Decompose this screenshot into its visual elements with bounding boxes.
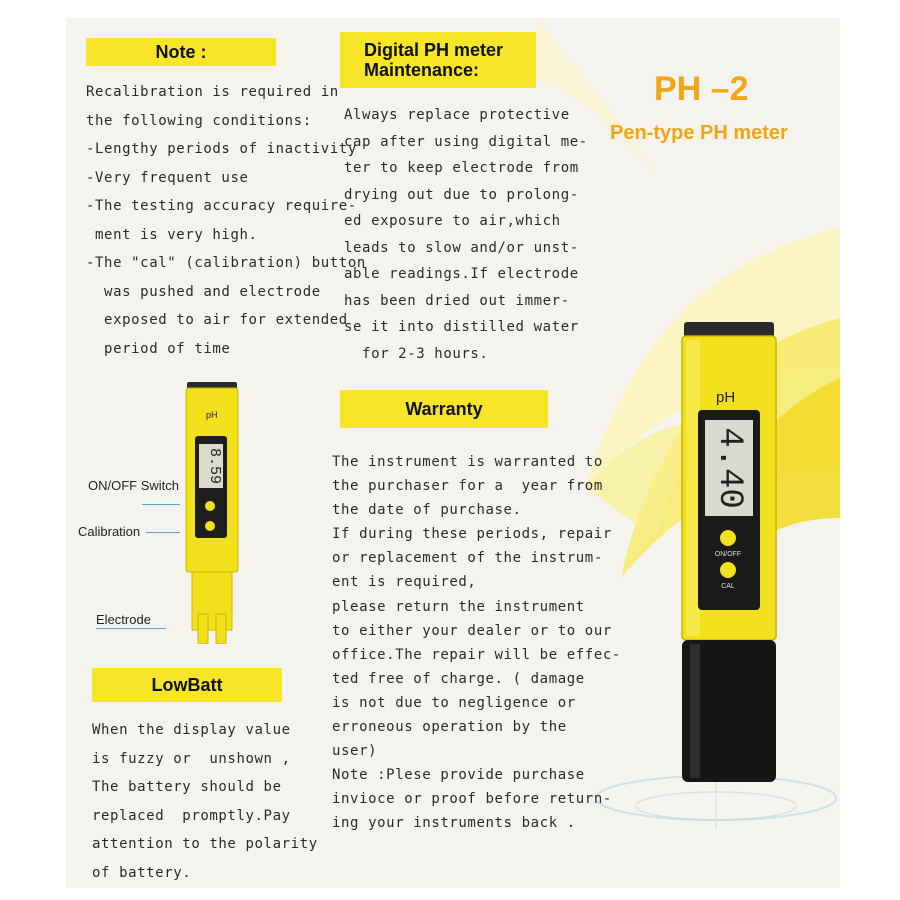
electrode-label: Electrode bbox=[96, 612, 151, 627]
lowbatt-heading bbox=[92, 668, 282, 702]
warranty-heading bbox=[340, 390, 548, 428]
instruction-sheet bbox=[66, 18, 840, 888]
product-model-title: PH –2 bbox=[654, 70, 749, 108]
calibration-label: Calibration bbox=[78, 524, 141, 539]
product-subtitle: Pen-type PH meter bbox=[610, 122, 788, 144]
product-display-value: 4.40 bbox=[710, 427, 748, 509]
electrode-pointer-line bbox=[96, 628, 166, 629]
maintenance-heading-line2: Maintenance: bbox=[364, 60, 480, 80]
warranty-heading-text: Warranty bbox=[405, 399, 483, 419]
calibration-pointer-line bbox=[146, 532, 180, 533]
diagram-meter-label: pH bbox=[206, 410, 218, 420]
maintenance-heading-line1: Digital PH meter bbox=[364, 40, 504, 60]
ph-meter-diagram bbox=[182, 382, 242, 644]
warranty-text: The instrument is warranted to the purchaser for a year from the date of purchase. If during these periods, repair or replacement of the instrum- ent is required, please return the instrument to either your dealer or to our office.The repair will be effec- ted free of charge. ( damage is not due to negligence or erroneous operation by the user) Note :Plese provide purchase invioce or proof before return- ing your instruments back . bbox=[332, 454, 621, 832]
maintenance-text: Always replace protective cap after using digital me- ter to keep electrode from drying out due to prolong- ed exposure to air,which leads to slow and/or unst- able readings.If electrode has been dried out immer- se it into distilled water for 2-3 hours. bbox=[344, 107, 588, 362]
note-heading-text: Note : bbox=[155, 42, 207, 62]
note-heading bbox=[86, 38, 276, 66]
lowbatt-text: When the display value is fuzzy or unshown , The battery should be replaced promptly.Pay attention to the polarity of battery. bbox=[92, 722, 318, 881]
on-off-switch-label: ON/OFF Switch bbox=[88, 478, 180, 493]
diagram-display-value: 8.59 bbox=[206, 447, 223, 485]
maintenance-heading bbox=[340, 32, 536, 88]
on-off-pointer-line bbox=[142, 504, 180, 505]
product-cal-label: CAL bbox=[721, 583, 735, 590]
note-text: Recalibration is required in the following conditions: -Lengthy periods of inactivity -Very frequent use -The testing accuracy require- ment is very high. -The "cal" (calibration) button was pushed and electrode exposed to air for extended period of time bbox=[86, 84, 366, 357]
product-on-off-label: ON/OFF bbox=[714, 551, 742, 558]
ph-meter-product-image bbox=[678, 322, 778, 782]
product-meter-label: pH bbox=[716, 389, 736, 406]
lowbatt-heading-text: LowBatt bbox=[151, 675, 223, 695]
